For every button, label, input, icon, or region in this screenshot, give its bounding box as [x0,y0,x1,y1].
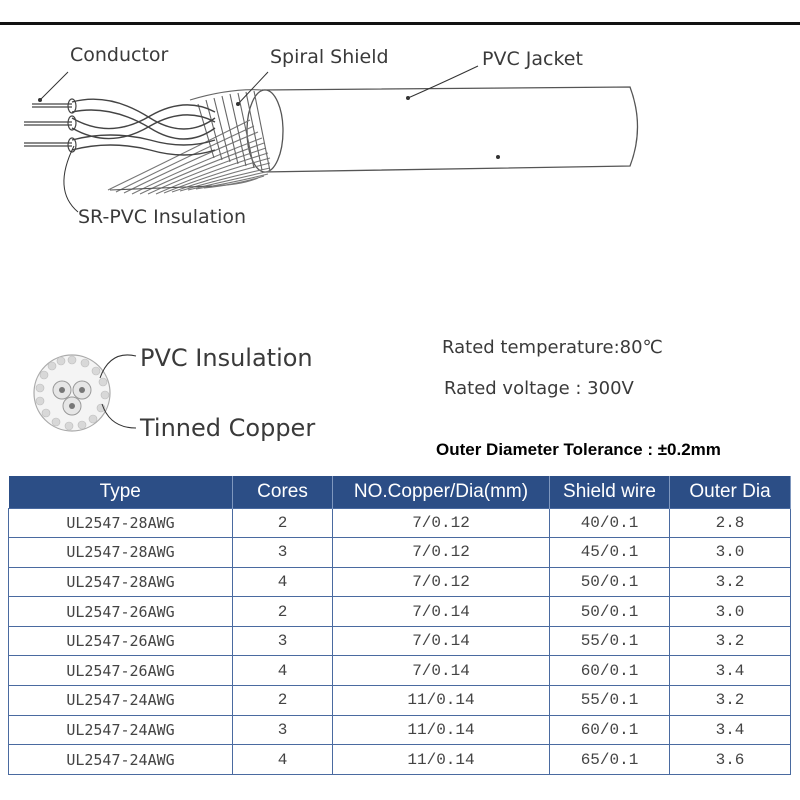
cell-type: UL2547-26AWG [9,597,233,627]
cell-outer-dia: 2.8 [670,508,791,538]
table-row [9,538,791,568]
outer-diameter-tolerance: Outer Diameter Tolerance : ±0.2mm [436,440,721,459]
header-shield-wire: Shield wire [550,476,670,508]
table-row [9,656,791,686]
header-outer-dia: Outer Dia [670,476,791,508]
cell-type: UL2547-24AWG [9,686,233,716]
cell-shield-wire: 60/0.1 [550,656,670,686]
cell-type: UL2547-24AWG [9,745,233,775]
cell-cores: 4 [233,656,333,686]
cell-shield-wire: 55/0.1 [550,686,670,716]
cell-type: UL2547-28AWG [9,567,233,597]
table-row [9,567,791,597]
cell-copper-dia: 11/0.14 [333,686,550,716]
cell-copper-dia: 7/0.14 [333,597,550,627]
cell-copper-dia: 7/0.12 [333,538,550,568]
cell-type: UL2547-26AWG [9,626,233,656]
cell-outer-dia: 3.0 [670,538,791,568]
tinned-copper-label: Tinned Copper [140,414,316,442]
cell-copper-dia: 7/0.12 [333,567,550,597]
cell-cores: 3 [233,538,333,568]
pvc-jacket-label: PVC Jacket [482,48,583,70]
cell-cores: 4 [233,745,333,775]
cell-shield-wire: 65/0.1 [550,745,670,775]
cell-cores: 3 [233,626,333,656]
cell-copper-dia: 11/0.14 [333,715,550,745]
pvc-insulation-label: PVC Insulation [140,344,313,372]
spiral-shield-label: Spiral Shield [270,46,389,68]
cell-type: UL2547-28AWG [9,538,233,568]
table-row [9,626,791,656]
table-row [9,597,791,627]
cell-cores: 2 [233,686,333,716]
cell-outer-dia: 3.2 [670,686,791,716]
rated-temperature: Rated temperature:80℃ [442,337,663,358]
cell-copper-dia: 7/0.14 [333,626,550,656]
cell-shield-wire: 50/0.1 [550,567,670,597]
conductor-label: Conductor [70,44,169,66]
header-cores: Cores [233,476,333,508]
table-header-row [9,476,791,508]
cell-outer-dia: 3.2 [670,626,791,656]
cell-outer-dia: 3.6 [670,745,791,775]
cell-type: UL2547-28AWG [9,508,233,538]
cell-cores: 3 [233,715,333,745]
sr-pvc-insulation-label: SR-PVC Insulation [78,206,247,228]
table-row [9,745,791,775]
cell-outer-dia: 3.4 [670,656,791,686]
cell-shield-wire: 60/0.1 [550,715,670,745]
cell-type: UL2547-24AWG [9,715,233,745]
table-row [9,686,791,716]
table-row [9,715,791,745]
cell-outer-dia: 3.2 [670,567,791,597]
cell-cores: 2 [233,508,333,538]
table-row [9,508,791,538]
cell-copper-dia: 7/0.14 [333,656,550,686]
cell-copper-dia: 11/0.14 [333,745,550,775]
cell-cores: 4 [233,567,333,597]
cell-shield-wire: 50/0.1 [550,597,670,627]
cell-shield-wire: 45/0.1 [550,538,670,568]
cell-outer-dia: 3.4 [670,715,791,745]
header-copper-dia: NO.Copper/Dia(mm) [333,476,550,508]
cell-shield-wire: 40/0.1 [550,508,670,538]
cell-outer-dia: 3.0 [670,597,791,627]
cell-cores: 2 [233,597,333,627]
cell-shield-wire: 55/0.1 [550,626,670,656]
cable-spec-table [8,476,791,775]
cell-type: UL2547-26AWG [9,656,233,686]
cell-copper-dia: 7/0.12 [333,508,550,538]
rated-voltage: Rated voltage : 300V [444,378,634,399]
header-type: Type [9,476,233,508]
